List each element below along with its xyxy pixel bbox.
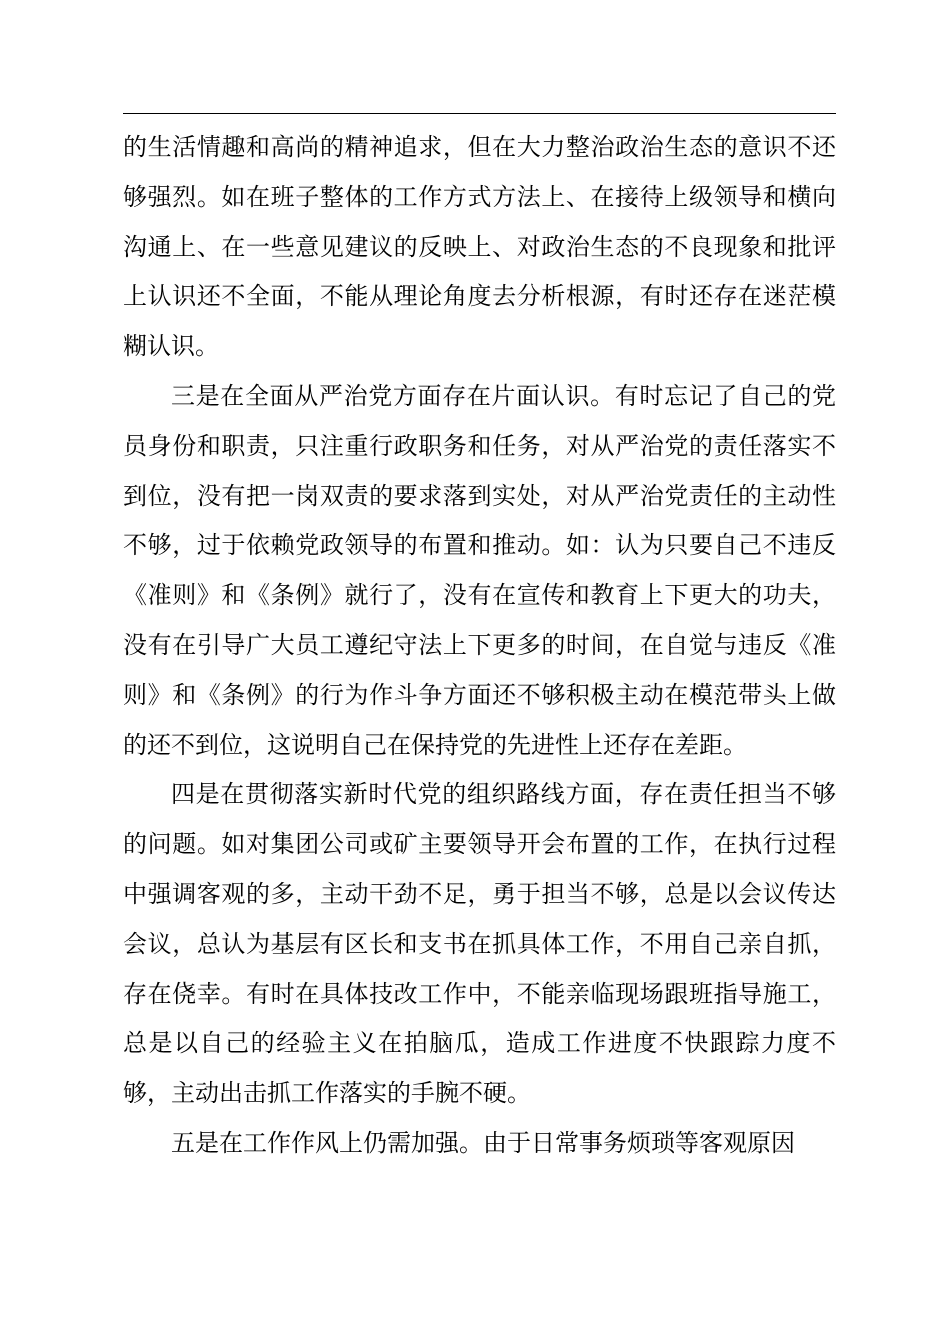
header-rule xyxy=(123,113,836,114)
paragraph-point-five: 五是在工作作风上仍需加强。由于日常事务烦琐等客观原因 xyxy=(171,1128,795,1157)
document-body xyxy=(123,123,836,1169)
paragraph-point-three: 三是在全面从严治党方面存在片面认识。有时忘记了自己的党员身份和职责，只注重行政职务和任务，对从严治党的责任落实不到位，没有把一岗双责的要求落到实处，对从严治党责任的主动性不够，过于依赖党政领导的布置和推动。如：认为只要自己不违反《准则》和《条例》就行了，没有在宣传和教育上下更大的功夫，没有在引导广大员工遵纪守法上下更多的时间，在自觉与违反《准则》和《条例》的行为作斗争方面还不够积极主动在模范带头上做的还不到位，这说明自己在保持党的先进性上还存在差距。 xyxy=(123,381,836,759)
paragraph-continuation: 的生活情趣和高尚的精神追求，但在大力整治政治生态的意识不还够强烈。如在班子整体的工作方式方法上、在接待上级领导和横向沟通上、在一些意见建议的反映上、对政治生态的不良现象和批评上认识还不全面，不能从理论角度去分析根源，有时还存在迷茫模糊认识。 xyxy=(123,133,836,361)
paragraph-point-four: 四是在贯彻落实新时代党的组织路线方面，存在责任担当不够的问题。如对集团公司或矿主要领导开会布置的工作，在执行过程中强调客观的多，主动干劲不足，勇于担当不够，总是以会议传达会议，总认为基层有区长和支书在抓具体工作，不用自己亲自抓，存在侥幸。有时在具体技改工作中，不能亲临现场跟班指导施工，总是以自己的经验主义在拍脑瓜，造成工作进度不快跟踪力度不够，主动出击抓工作落实的手腕不硬。 xyxy=(123,780,836,1108)
